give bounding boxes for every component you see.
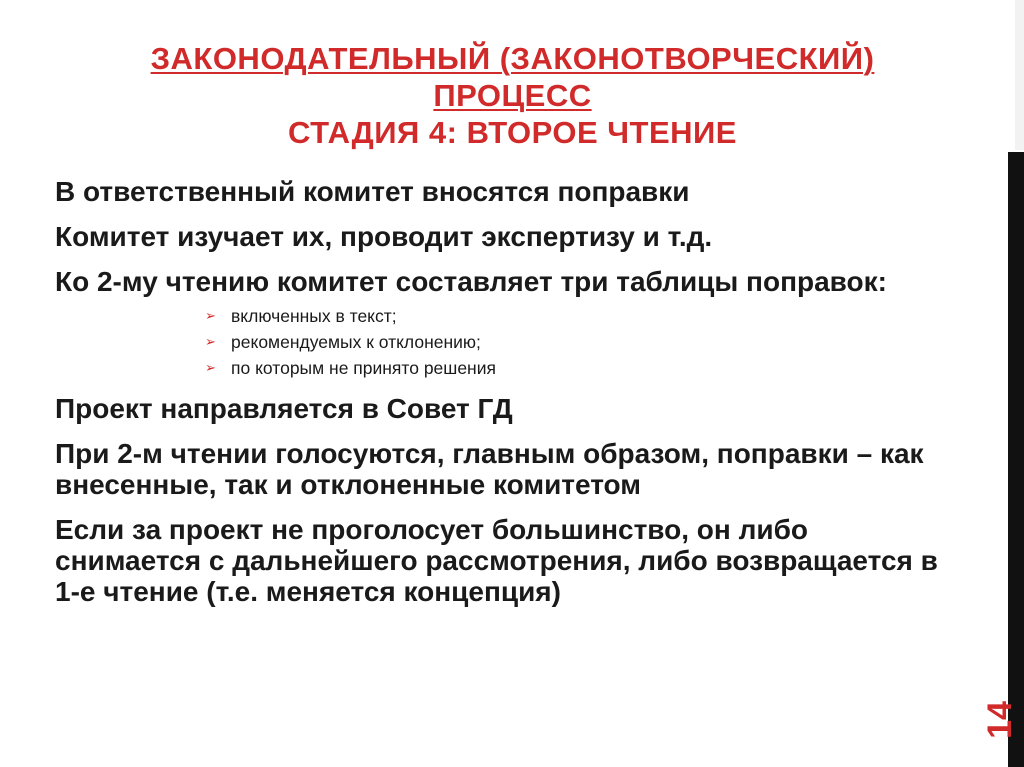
title-line-3: СТАДИЯ 4: ВТОРОЕ ЧТЕНИЕ [288, 115, 737, 150]
arrow-bullet-icon: ➢ [205, 308, 216, 323]
amendment-tables-list [55, 303, 955, 381]
arrow-bullet-icon: ➢ [205, 334, 216, 349]
list-item [205, 303, 955, 329]
slide-title [60, 40, 965, 151]
paragraph: В ответственный комитет вносятся поправки [55, 176, 690, 207]
list-item [205, 329, 955, 355]
paragraph: Если за проект не проголосует большинство, он либо снимается с дальнейшего рассмотрения, либо возвращается в 1-е чтение (т.е. меняется концепция) [55, 514, 938, 607]
paragraph: Проект направляется в Совет ГД [55, 393, 513, 424]
side-bar-light [1015, 0, 1024, 150]
side-bar-dark [1008, 152, 1024, 767]
arrow-bullet-icon: ➢ [205, 360, 216, 375]
paragraph: Ко 2-му чтению комитет составляет три таблицы поправок: [55, 266, 887, 297]
list-item-label: рекомендуемых к отклонению; [231, 332, 481, 352]
list-item [205, 355, 955, 381]
list-item-label: по которым не принято решения [231, 358, 496, 378]
list-item-label: включенных в текст; [231, 306, 397, 326]
title-line-1: ЗАКОНОДАТЕЛЬНЫЙ (ЗАКОНОТВОРЧЕСКИЙ) [150, 41, 875, 76]
paragraph: При 2-м чтении голосуются, главным образом, поправки – как внесенные, так и отклоненные комитетом [55, 438, 924, 500]
title-line-2: ПРОЦЕСС [433, 78, 592, 113]
slide-body [55, 176, 955, 621]
page-number: 14 [981, 701, 1019, 739]
paragraph: Комитет изучает их, проводит экспертизу и т.д. [55, 221, 713, 252]
